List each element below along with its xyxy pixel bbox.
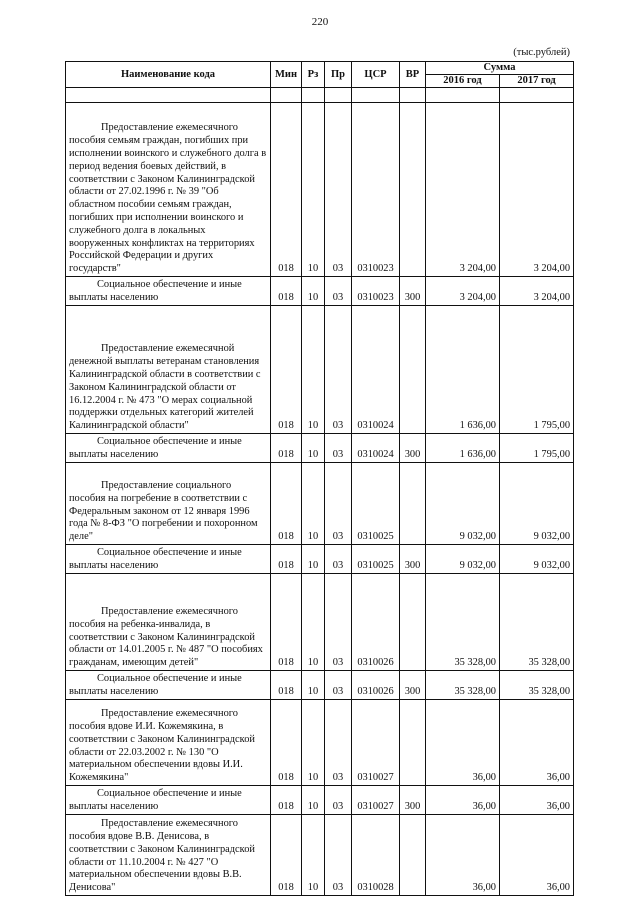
row-amount-2016: 3 204,00	[426, 103, 500, 277]
row-vr	[400, 574, 426, 671]
row-pr: 03	[325, 277, 352, 306]
row-name: Предоставление ежемесячного пособия на ребенка-инвалида, в соответствии с Законом Калининградской области от 14.01.2005 г. № 487 "О пособиях гражданам, имеющим детей"	[66, 574, 271, 671]
row-pr: 03	[325, 671, 352, 700]
table-row	[66, 671, 574, 700]
row-csr: 0310027	[352, 786, 400, 815]
row-csr: 0310028	[352, 815, 400, 896]
row-name: Социальное обеспечение и иные выплаты населению	[66, 786, 271, 815]
row-name: Предоставление ежемесячного пособия семьям граждан, погибших при исполнении воинского и служебного долга в период ведения боевых действий, в соответствии с Законом Калининградской области от 27.02.1996 г. № 39 "Об областном пособии семьям граждан, погибших при исполнении воинского и служебного долга в локальных вооруженных конфликтах на территориях Российской Федерации и других государств"	[66, 103, 271, 277]
row-csr: 0310023	[352, 103, 400, 277]
row-name: Предоставление ежемесячной денежной выплаты ветеранам становления Калининградской области в соответствии с Законом Калининградской области от 16.12.2004 г. № 473 "О мерах социальной поддержки отдельных категорий жителей Калининградской области"	[66, 306, 271, 434]
row-vr: 300	[400, 545, 426, 574]
row-vr: 300	[400, 671, 426, 700]
row-csr: 0310025	[352, 545, 400, 574]
table-row	[66, 700, 574, 786]
row-vr: 300	[400, 434, 426, 463]
row-csr: 0310023	[352, 277, 400, 306]
header-min: Мин	[271, 62, 302, 88]
row-vr	[400, 306, 426, 434]
row-min: 018	[271, 463, 302, 545]
table-row	[66, 545, 574, 574]
header-2016: 2016 год	[426, 75, 500, 88]
row-vr	[400, 103, 426, 277]
row-amount-2016: 1 636,00	[426, 306, 500, 434]
row-csr: 0310026	[352, 574, 400, 671]
row-amount-2017: 36,00	[500, 700, 574, 786]
table-row	[66, 463, 574, 545]
table-row	[66, 434, 574, 463]
row-rz: 10	[302, 786, 325, 815]
header-csr: ЦСР	[352, 62, 400, 88]
row-rz: 10	[302, 306, 325, 434]
row-csr: 0310024	[352, 306, 400, 434]
row-name: Социальное обеспечение и иные выплаты населению	[66, 434, 271, 463]
header-2017: 2017 год	[500, 75, 574, 88]
row-pr: 03	[325, 700, 352, 786]
row-min: 018	[271, 574, 302, 671]
row-amount-2017: 35 328,00	[500, 574, 574, 671]
budget-table	[65, 61, 574, 896]
table-row	[66, 574, 574, 671]
row-name: Предоставление социального пособия на погребение в соответствии с Федеральным законом от 12 января 1996 года № 8-ФЗ "О погребении и похоронном деле"	[66, 463, 271, 545]
row-rz: 10	[302, 277, 325, 306]
row-pr: 03	[325, 786, 352, 815]
row-csr: 0310024	[352, 434, 400, 463]
row-name: Социальное обеспечение и иные выплаты населению	[66, 671, 271, 700]
row-pr: 03	[325, 103, 352, 277]
header-rz: Рз	[302, 62, 325, 88]
table-row	[66, 815, 574, 896]
row-rz: 10	[302, 815, 325, 896]
table-row	[66, 786, 574, 815]
row-amount-2017: 35 328,00	[500, 671, 574, 700]
row-vr: 300	[400, 786, 426, 815]
header-spacer-row	[66, 88, 574, 103]
row-min: 018	[271, 434, 302, 463]
table-row	[66, 306, 574, 434]
row-pr: 03	[325, 574, 352, 671]
row-name: Предоставление ежемесячного пособия вдове В.В. Денисова, в соответствии с Законом Калининградской области от 11.10.2004 г. № 427 "О материальном обеспечении вдовы В.В. Денисова"	[66, 815, 271, 896]
row-pr: 03	[325, 434, 352, 463]
row-min: 018	[271, 545, 302, 574]
row-amount-2017: 1 795,00	[500, 306, 574, 434]
row-pr: 03	[325, 815, 352, 896]
row-rz: 10	[302, 463, 325, 545]
row-vr	[400, 815, 426, 896]
row-amount-2017: 36,00	[500, 786, 574, 815]
row-vr	[400, 700, 426, 786]
row-amount-2016: 3 204,00	[426, 277, 500, 306]
page-number: 220	[311, 16, 329, 28]
row-rz: 10	[302, 103, 325, 277]
row-min: 018	[271, 700, 302, 786]
row-amount-2017: 3 204,00	[500, 277, 574, 306]
row-pr: 03	[325, 545, 352, 574]
table-row	[66, 103, 574, 277]
row-rz: 10	[302, 671, 325, 700]
row-amount-2016: 36,00	[426, 700, 500, 786]
row-min: 018	[271, 815, 302, 896]
row-rz: 10	[302, 574, 325, 671]
row-amount-2017: 36,00	[500, 815, 574, 896]
row-name: Предоставление ежемесячного пособия вдове И.И. Кожемякина, в соответствии с Законом Калининградской области от 22.03.2002 г. № 130 "О материальном обеспечении вдовы И.И. Кожемякина"	[66, 700, 271, 786]
row-vr: 300	[400, 277, 426, 306]
row-csr: 0310026	[352, 671, 400, 700]
row-min: 018	[271, 671, 302, 700]
row-amount-2016: 1 636,00	[426, 434, 500, 463]
row-min: 018	[271, 103, 302, 277]
row-pr: 03	[325, 463, 352, 545]
row-amount-2016: 9 032,00	[426, 545, 500, 574]
row-csr: 0310025	[352, 463, 400, 545]
row-pr: 03	[325, 306, 352, 434]
row-amount-2017: 3 204,00	[500, 103, 574, 277]
row-amount-2017: 9 032,00	[500, 463, 574, 545]
header-name: Наименование кода	[66, 62, 271, 88]
row-amount-2016: 36,00	[426, 815, 500, 896]
row-min: 018	[271, 277, 302, 306]
row-amount-2016: 9 032,00	[426, 463, 500, 545]
row-min: 018	[271, 306, 302, 434]
header-sum: Сумма	[426, 62, 574, 75]
row-amount-2016: 35 328,00	[426, 671, 500, 700]
table-row	[66, 277, 574, 306]
row-amount-2017: 1 795,00	[500, 434, 574, 463]
table-body	[66, 103, 574, 896]
row-amount-2017: 9 032,00	[500, 545, 574, 574]
row-rz: 10	[302, 545, 325, 574]
row-min: 018	[271, 786, 302, 815]
header-vr: ВР	[400, 62, 426, 88]
row-rz: 10	[302, 434, 325, 463]
row-amount-2016: 35 328,00	[426, 574, 500, 671]
row-amount-2016: 36,00	[426, 786, 500, 815]
row-csr: 0310027	[352, 700, 400, 786]
row-rz: 10	[302, 700, 325, 786]
row-vr	[400, 463, 426, 545]
header-pr: Пр	[325, 62, 352, 88]
row-name: Социальное обеспечение и иные выплаты населению	[66, 277, 271, 306]
row-name: Социальное обеспечение и иные выплаты населению	[66, 545, 271, 574]
units-label: (тыс.рублей)	[513, 47, 570, 58]
